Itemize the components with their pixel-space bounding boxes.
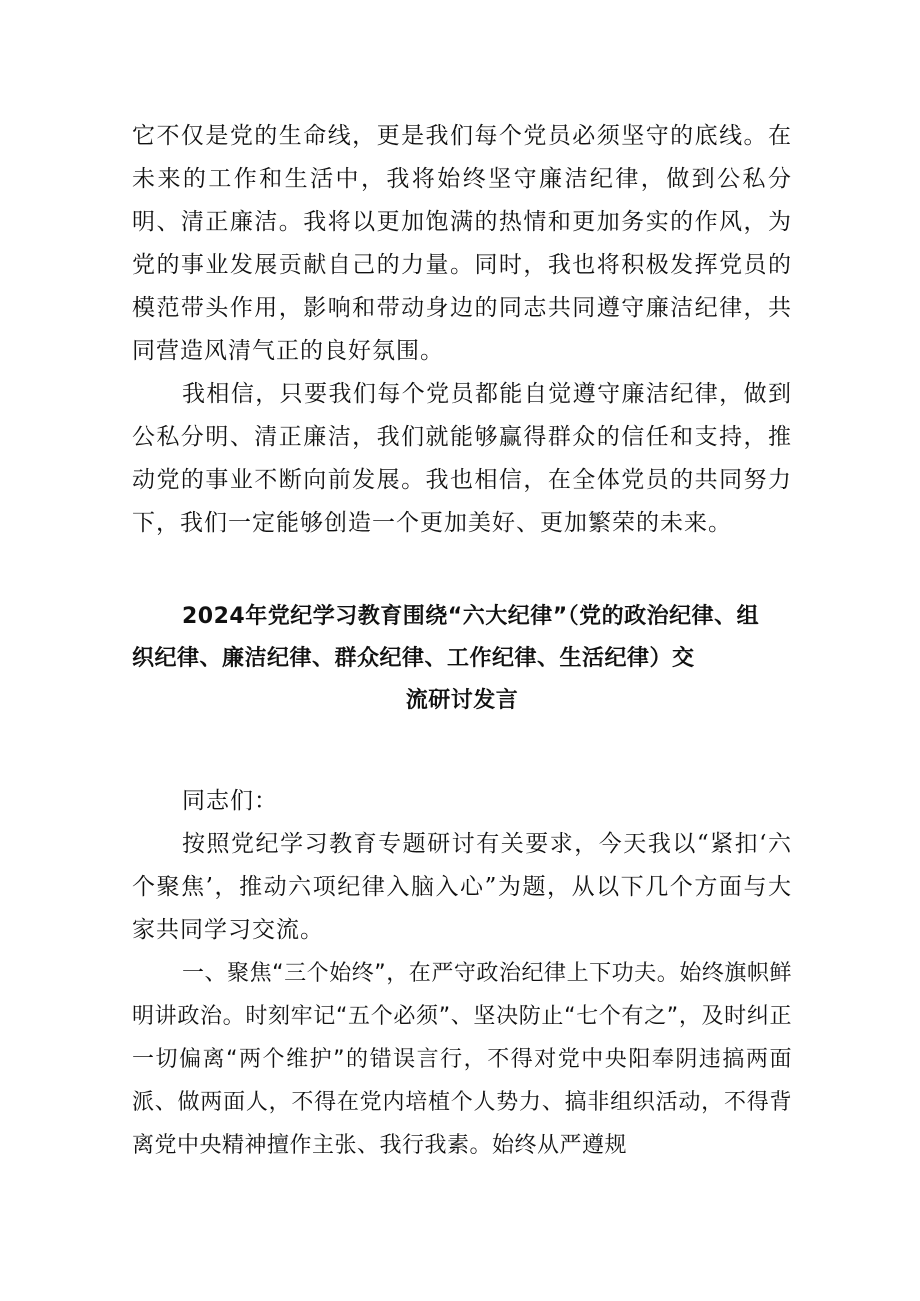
- text-block-body: [132, 780, 792, 1167]
- document-title: [132, 596, 792, 722]
- paragraph-belief: 我相信，只要我们每个党员都能自觉遵守廉洁纪律，做到公私分明、清正廉洁，我们就能够赢得群众的信任和支持，推动党的事业不断向前发展。我也相信，在全体党员的共同努力下，我们一定能够创造一个更加美好、更加繁荣的未来。: [132, 381, 792, 536]
- text-block-top: [132, 115, 792, 545]
- title-line-1: 2024年党纪学习教育围绕“六大纪律”（党的政治纪律、组: [182, 604, 760, 629]
- title-line-3: 流研讨发言: [405, 688, 519, 713]
- title-line-2: 织纪律、廉洁纪律、群众纪律、工作纪律、生活纪律）交: [132, 646, 695, 671]
- paragraph-intro: 按照党纪学习教育专题研讨有关要求，今天我以“紧扣‘六个聚焦’，推动六项纪律入脑入心”为题，从以下几个方面与大家共同学习交流。: [132, 831, 792, 943]
- paragraph-section-1: 一、聚焦“三个始终”，在严守政治纪律上下功夫。始终旗帜鲜明讲政治。时刻牢记“五个必须”、坚决防止“七个有之”，及时纠正一切偏离“两个维护”的错误言行，不得对党中央阳奉阴违搞两面派、做两面人，不得在党内培植个人势力、搞非组织活动，不得背离党中央精神擅作主张、我行我素。始终从严遵规: [132, 961, 792, 1158]
- salutation: 同志们：: [182, 788, 278, 814]
- paragraph-continuation: 它不仅是党的生命线，更是我们每个党员必须坚守的底线。在未来的工作和生活中，我将始终坚守廉洁纪律，做到公私分明、清正廉洁。我将以更加饱满的热情和更加务实的作风，为党的事业发展贡献自己的力量。同时，我也将积极发挥党员的模范带头作用，影响和带动身边的同志共同遵守廉洁纪律，共同营造风清气正的良好氛围。: [132, 123, 792, 364]
